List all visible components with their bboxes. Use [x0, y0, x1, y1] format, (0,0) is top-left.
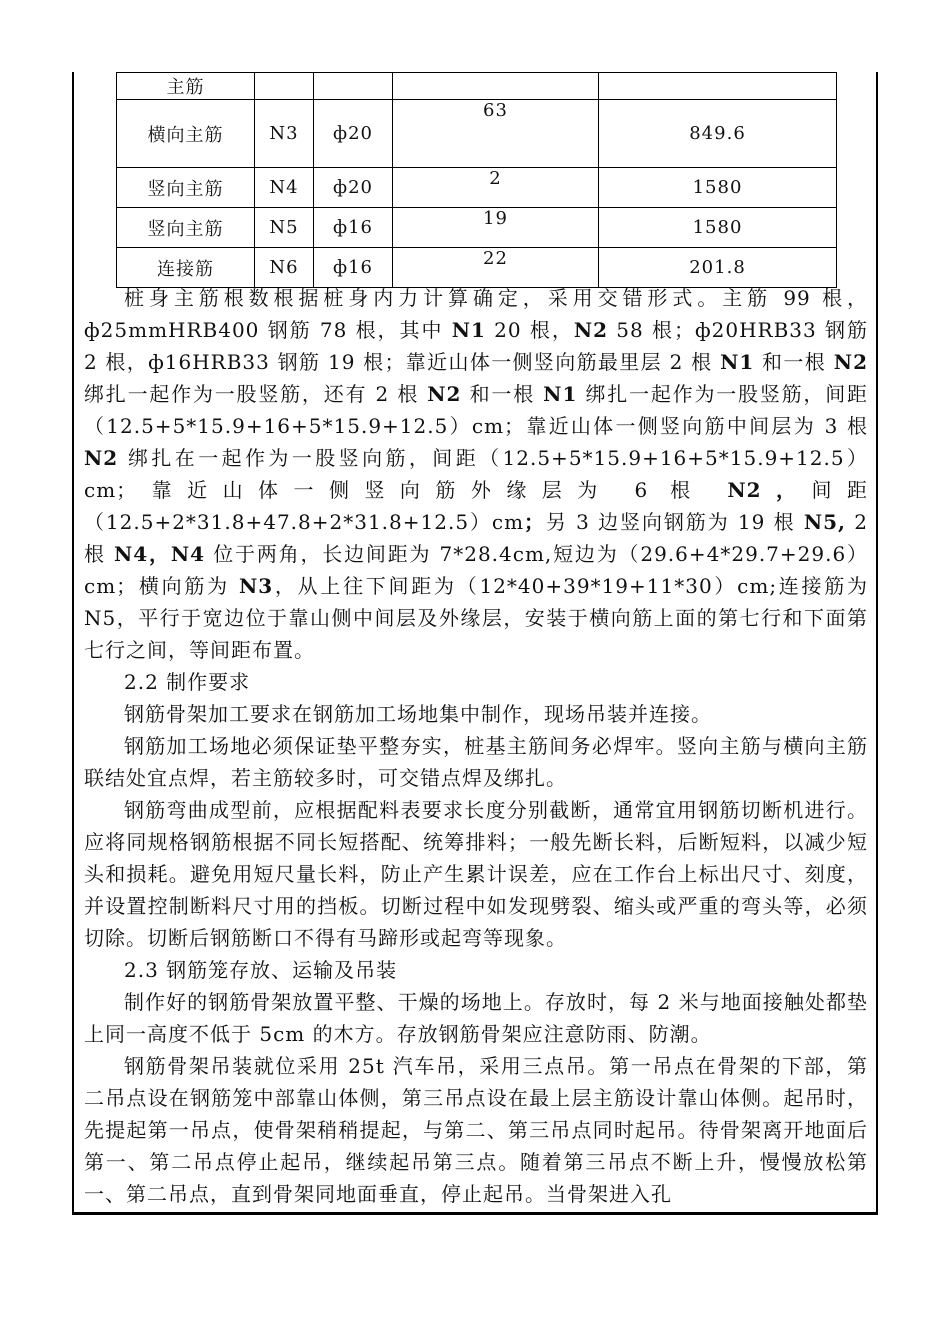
table-row [117, 73, 837, 100]
cell-code: N6 [255, 248, 314, 288]
table-row [117, 208, 837, 248]
cell-code: N4 [255, 168, 314, 208]
table-row [117, 168, 837, 208]
cell-count [393, 73, 599, 100]
cell-name: 连接筋 [117, 248, 255, 288]
cell-count: 2 [393, 168, 599, 208]
cell-dia: ф20 [314, 168, 393, 208]
cell-length: 1580 [599, 168, 837, 208]
cell-dia: ф16 [314, 248, 393, 288]
paragraph: 钢筋骨架吊装就位采用 25t 汽车吊，采用三点吊。第一吊点在骨架的下部，第二吊点设在钢筋笼中部靠山体侧，第三吊点设在最上层主筋设计靠山体侧。起吊时，先提起第一吊点，使骨架稍稍提起，与第二、第三吊点同时起吊。待骨架离开地面后第一、第二吊点停止起吊，继续起吊第三点。随着第三吊点不断上升，慢慢放松第一、第二吊点，直到骨架同地面垂直，停止起吊。当骨架进入孔 [84, 1054, 868, 1206]
section-heading-2-3: 2.3 钢筋笼存放、运输及吊装 [124, 958, 398, 982]
page-frame [72, 72, 878, 1215]
cell-length [599, 73, 837, 100]
paragraph: 钢筋骨架加工要求在钢筋加工场地集中制作，现场吊装并连接。 [124, 702, 712, 726]
document-body [84, 282, 868, 1210]
cell-length: 849.6 [599, 100, 837, 168]
table-row [117, 100, 837, 168]
cell-count: 63 [393, 100, 599, 168]
section-heading-2-2: 2.2 制作要求 [124, 670, 251, 694]
cell-code: N5 [255, 208, 314, 248]
cell-length: 201.8 [599, 248, 837, 288]
cell-name: 竖向主筋 [117, 168, 255, 208]
paragraph: 制作好的钢筋骨架放置平整、干燥的场地上。存放时，每 2 米与地面接触处都垫上同一高度不低于 5cm 的木方。存放钢筋骨架应注意防雨、防潮。 [84, 990, 868, 1046]
cell-code [255, 73, 314, 100]
cell-name: 横向主筋 [117, 100, 255, 168]
cell-name: 主筋 [117, 73, 255, 100]
cell-length: 1580 [599, 208, 837, 248]
cell-count: 19 [393, 208, 599, 248]
paragraph: 钢筋弯曲成型前，应根据配料表要求长度分别截断，通常宜用钢筋切断机进行。应将同规格钢筋根据不同长短搭配、统筹排料；一般先断长料，后断短料，以减少短头和损耗。避免用短尺量长料，防止产生累计误差，应在工作台上标出尺寸、刻度，并设置控制断料尺寸用的挡板。切断过程中如发现劈裂、缩头或严重的弯头等，必须切除。切断后钢筋断口不得有马蹄形或起弯等现象。 [84, 798, 868, 950]
cell-code: N3 [255, 100, 314, 168]
cell-name: 竖向主筋 [117, 208, 255, 248]
cell-dia [314, 73, 393, 100]
paragraph: 钢筋加工场地必须保证垫平整夯实，桩基主筋间务必焊牢。竖向主筋与横向主筋联结处宜点焊，若主筋较多时，可交错点焊及绑扎。 [84, 734, 868, 790]
cell-count: 22 [393, 248, 599, 288]
paragraph-main-rebar: 桩身主筋根数根据桩身内力计算确定，采用交错形式。主筋 99 根，ф25mmHRB400 钢筋 78 根，其中 N1 20 根，N2 58 根；ф20HRB33 钢筋 2 根，ф16HRB33 钢筋 19 根；靠近山体一侧竖向筋最里层 2 根 N1 和一根 N2 绑扎一起作为一股竖筋，还有 2 根 N2 和一根 N1 绑扎一起作为一股竖筋，间距（12.5+5*15.9+16+5*15.9+12.5）cm；靠近山体一侧竖向筋中间层为 3 根 N2 绑扎在一起作为一股竖向筋，间距（12.5+5*15.9+16+5*15.9+12.5）cm；靠近山体一侧竖向筋外缘层为 6 根 N2，间距（12.5+2*31.8+47.8+2*31.8+12.5）cm；另 3 边竖向钢筋为 19 根 N5, 2 根 N4，N4 位于两角，长边间距为 7*28.4cm,短边为（29.6+4*29.7+29.6）cm；横向筋为 N3，从上往下间距为（12*40+39*19+11*30）cm;连接筋为 N5，平行于宽边位于靠山侧中间层及外缘层，安装于横向筋上面的第七行和下面第七行之间，等间距布置。 [84, 286, 869, 662]
cell-dia: ф20 [314, 100, 393, 168]
rebar-table [116, 72, 837, 288]
cell-dia: ф16 [314, 208, 393, 248]
